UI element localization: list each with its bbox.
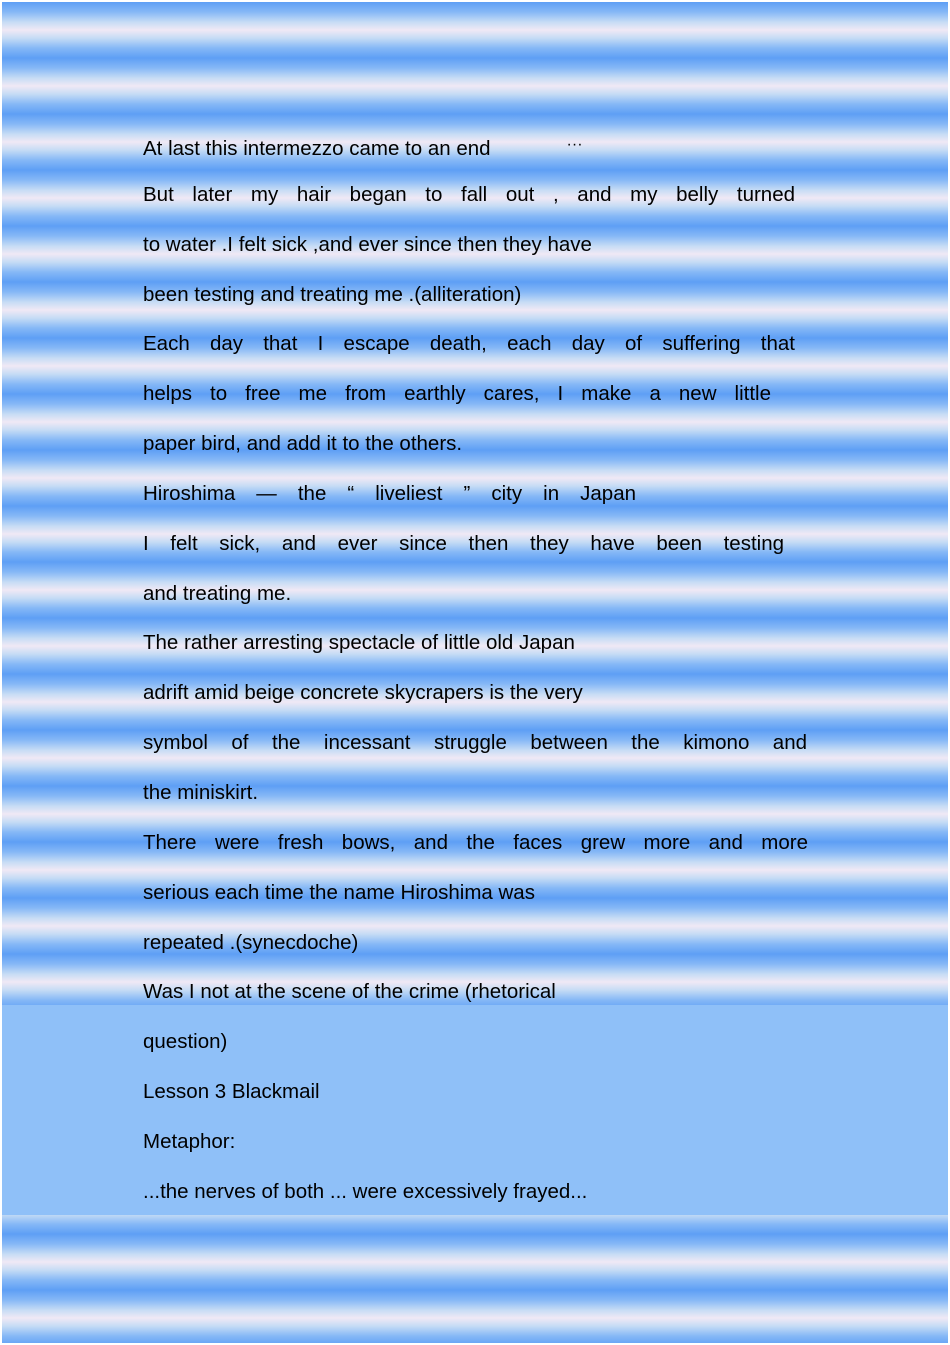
text-line-20: Lesson 3 Blackmail xyxy=(143,1080,320,1104)
text-line-1 xyxy=(143,125,813,175)
text-line-10: and treating me. xyxy=(143,581,292,605)
text-line-7: paper bird, and add it to the others. xyxy=(143,432,463,456)
text-line-2: But later my hair began to fall out , and my belly turned xyxy=(143,182,795,206)
text-line-22: ...the nerves of both ... were excessively frayed... xyxy=(143,1179,588,1203)
document-page xyxy=(2,2,948,1343)
text-line-17: repeated .(synecdoche) xyxy=(143,930,359,954)
text-line-5: Each day that I escape death, each day of suffering that xyxy=(143,332,795,356)
text-line-12: adrift amid beige concrete skycrapers is the very xyxy=(143,681,583,705)
text-line-11: The rather arresting spectacle of little old Japan xyxy=(143,631,575,655)
text-line-4: been testing and treating me .(alliteration) xyxy=(143,282,522,306)
text-line-15: There were fresh bows, and the faces grew more and more xyxy=(143,830,808,854)
text-line-3: to water .I felt sick ,and ever since then they have xyxy=(143,232,592,256)
text-line-16: serious each time the name Hiroshima was xyxy=(143,880,535,904)
text-line-18: Was I not at the scene of the crime (rhetorical xyxy=(143,980,556,1004)
text-line-13: symbol of the incessant struggle between the kimono and xyxy=(143,731,807,755)
text-line-9: I felt sick, and ever since then they have been testing xyxy=(143,531,784,555)
text-line-19: question) xyxy=(143,1030,228,1054)
text-line-21: Metaphor: xyxy=(143,1129,236,1153)
text-block xyxy=(143,125,813,1222)
ellipsis-mark: ··· xyxy=(566,136,583,153)
text-line-14: the miniskirt. xyxy=(143,780,259,804)
text-line-1-content: At last this intermezzo came to an end xyxy=(143,137,491,160)
text-line-8: Hiroshima — the “ liveliest ” city in Japan xyxy=(143,481,636,505)
text-line-6: helps to free me from earthly cares, I make a new little xyxy=(143,382,771,406)
